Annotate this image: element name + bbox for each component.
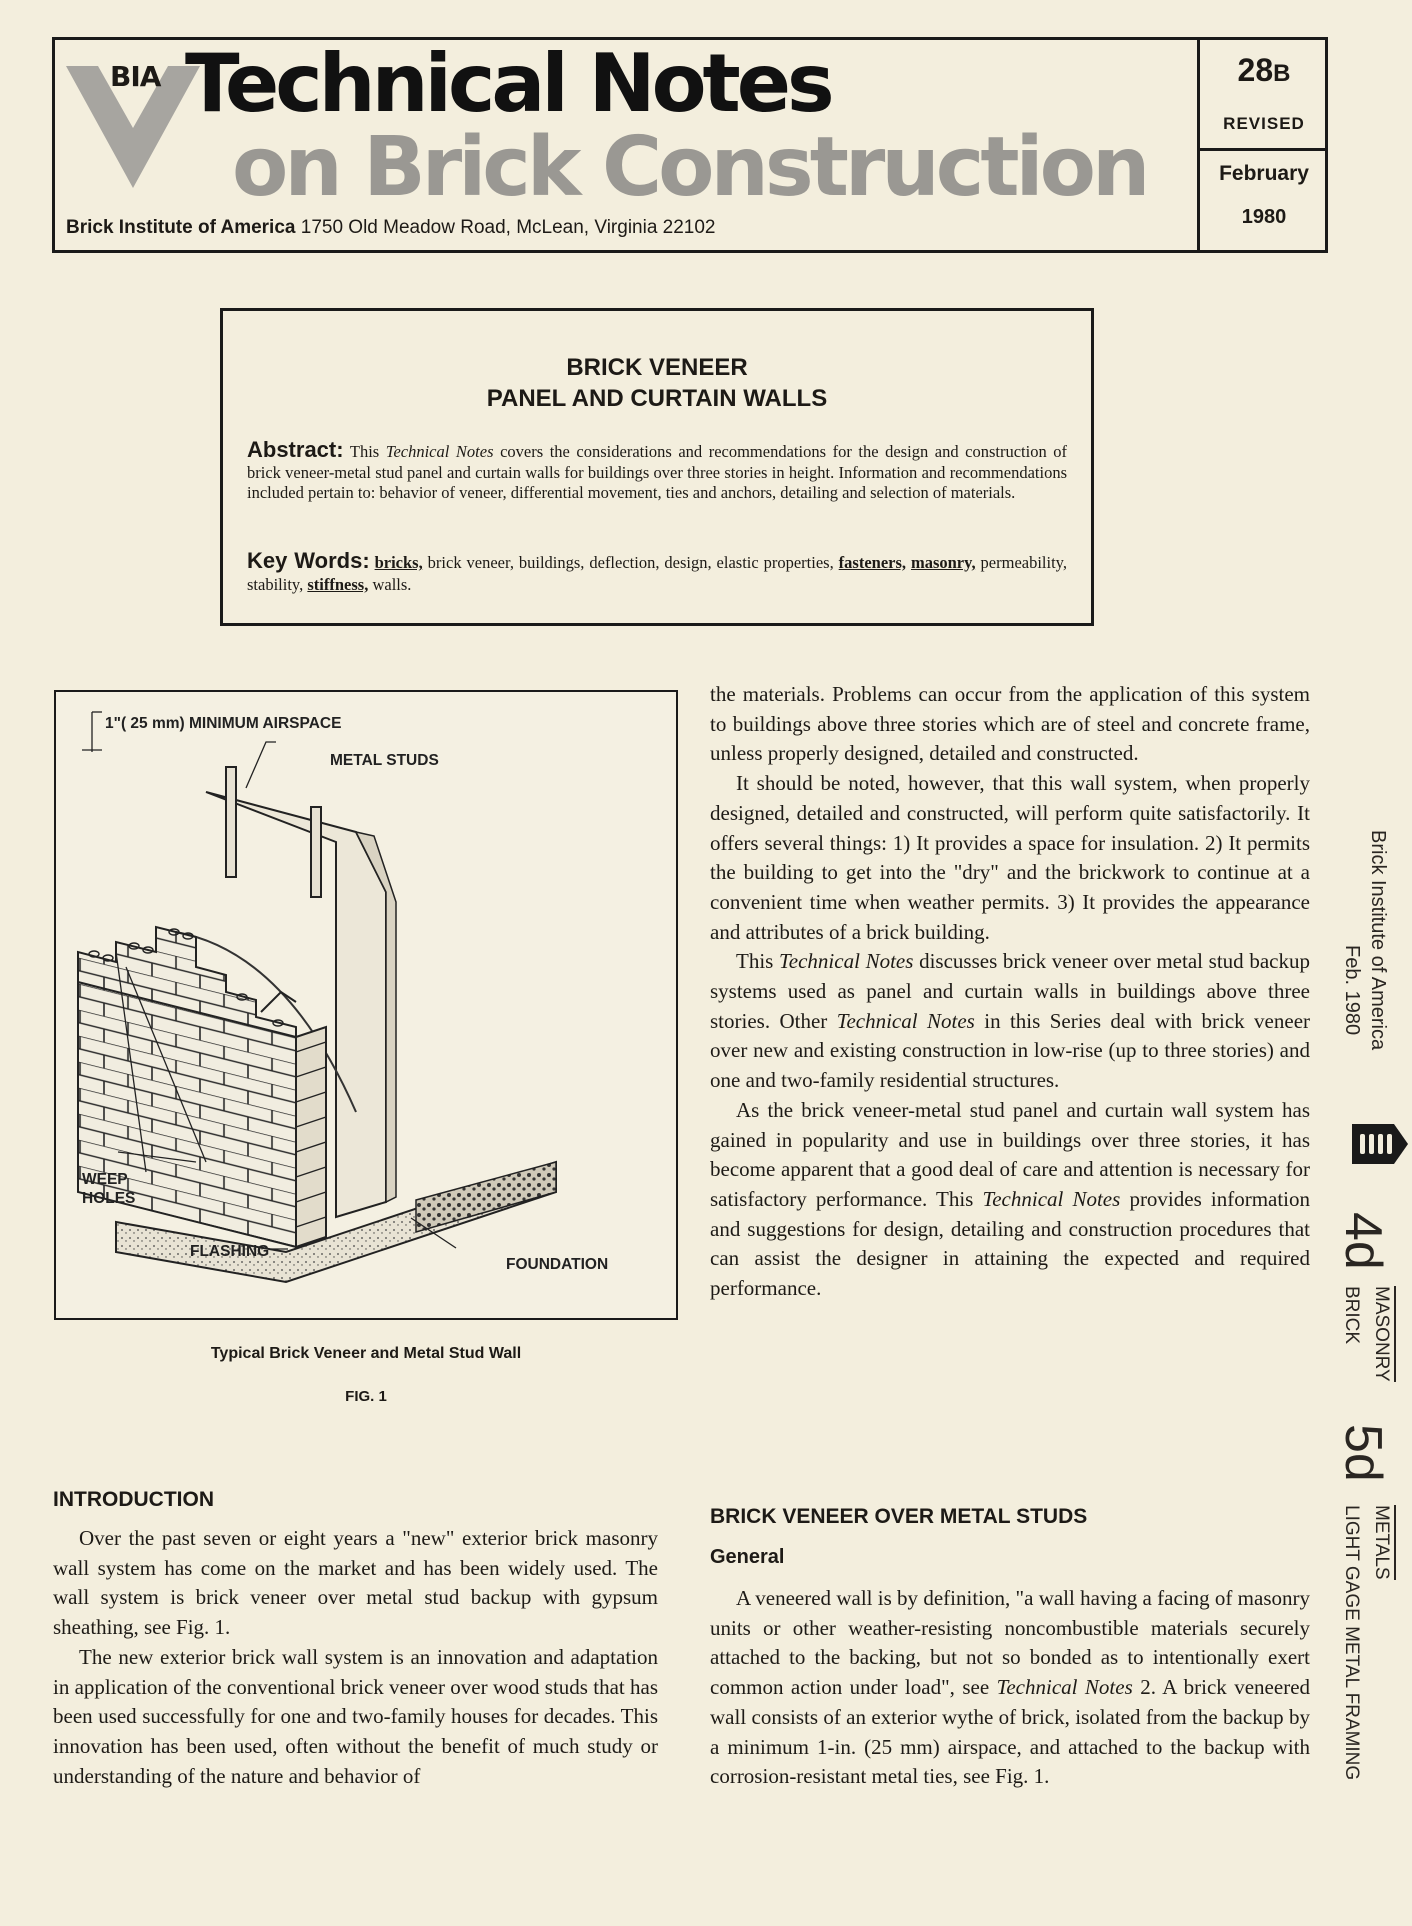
keywords-mid-1: brick veneer, buildings, deflection, design, elastic properties, — [427, 553, 834, 572]
right-paragraph-1: It should be noted, however, that this wall system, when properly designed, detailed and constructed, will perform quite satisfactorily. It offers several things: 1) It provides a space for insulation. 2) It permits the building to get into the "dry" and the brickwork to continue at a convenient time when weather permits. 3) It provides the appearance and attributes of a brick building. — [710, 771, 1310, 944]
right-paragraph-3 — [710, 1096, 1310, 1304]
revised-label: REVISED — [1223, 114, 1305, 133]
rp4-post: 2. A brick veneered wall consists of an exterior wythe of brick, isolated from the backup by a minimum 1-in. (25 mm) airspace, and attached to the backup with corrosion-resistant metal ties, see Fig. 1. — [710, 1675, 1311, 1789]
keyword-bricks: bricks, — [374, 553, 423, 572]
org-address: 1750 Old Meadow Road, McLean, Virginia 22102 — [300, 217, 716, 238]
revised-divider — [1200, 148, 1328, 151]
side-code1-bottom: BRICK — [1341, 1286, 1362, 1345]
rp3-italic: Technical Notes — [982, 1186, 1121, 1211]
figure-caption: Typical Brick Veneer and Metal Stud Wall — [210, 1345, 522, 1362]
abstract-label: Abstract: — [247, 437, 344, 462]
rp2-post: in this Series deal with brick veneer over new and existing construction in low-rise (up to three stories) and one and two-family residential structures. — [710, 1008, 1311, 1093]
org-name: Brick Institute of America — [66, 217, 296, 238]
document-title — [220, 352, 1094, 414]
rp2-italic: Technical Notes — [779, 949, 914, 974]
rp2-italic-2: Technical Notes — [836, 1008, 975, 1033]
rp3-post: provides information and suggestions for design, detailing and construction procedures that can assist the designer in attaining the expected and required performance. — [710, 1186, 1311, 1301]
rp3-pre: As the brick veneer-metal stud panel and curtain wall system has gained in popularity and use in buildings over three stories, it has become apparent that a good deal of care and attention is necessary for satisfactory performance. This — [710, 1097, 1310, 1211]
title-line-2: on Brick Construction — [232, 120, 1147, 215]
side-code-5d: 5d — [1334, 1424, 1392, 1482]
side-code1-top: MASONRY — [1370, 1286, 1396, 1382]
abstract-text — [247, 437, 1068, 504]
side-code-4d: 4d — [1334, 1212, 1392, 1270]
label-airspace: 1"( 25 mm) MINIMUM AIRSPACE — [105, 715, 342, 732]
bia-logo-text: BIA — [110, 60, 161, 93]
keywords-text — [247, 550, 1067, 596]
label-foundation: FOUNDATION — [506, 1256, 609, 1273]
side-org: Brick Institute of America — [1367, 830, 1389, 1051]
section-heading: BRICK VENEER OVER METAL STUDS — [710, 1505, 1088, 1528]
keyword-stiffness: stiffness, — [307, 575, 369, 594]
keyword-fasteners: fasteners, — [838, 553, 907, 572]
subsection-heading: General — [710, 1546, 785, 1568]
issue-number-suffix: B — [1273, 60, 1291, 87]
issue-month: February — [1219, 162, 1309, 185]
rp2-mid: discusses brick veneer over metal stud backup systems used as panel and curtain walls in buildings above three stories. Other — [710, 949, 1310, 1033]
abstract-pre: This — [349, 442, 380, 461]
label-flashing: FLASHING — [190, 1243, 270, 1260]
right-paragraph-0: the materials. Problems can occur from the application of this system to buildings above three stories which are of steel and concrete frame, unless properly designed, detailed and constructed. — [710, 682, 1310, 766]
intro-paragraph-2: The new exterior brick wall system is an innovation and adaptation in application of the conventional brick veneer over wood studs that has been used successfully for one and two-family houses for decades. This innovation has been used, often without the benefit of much study or understanding of the nature and behavior of — [53, 1644, 658, 1788]
label-weep-line-1: WEEP — [82, 1171, 128, 1188]
keywords-mid-2: permeability, stability, — [247, 553, 1067, 594]
label-weep-holes — [82, 1170, 135, 1208]
issue-number-value: 28 — [1237, 52, 1274, 88]
label-metal-studs: METAL STUDS — [330, 752, 439, 769]
abstract-body: covers the considerations and recommendations for the design and construction of brick veneer-metal stud panel and curtain walls for buildings over three stories in height. Information and recommendations included pertain to: behavior of veneer, differential movement, ties and anchors, detailing and selection of materials. — [247, 442, 1068, 502]
abstract-italic: Technical Notes — [385, 442, 494, 461]
keywords-end: walls. — [372, 575, 412, 594]
intro-text — [53, 1524, 658, 1791]
side-code2-bottom: LIGHT GAGE METAL FRAMING — [1341, 1505, 1362, 1781]
keywords-label: Key Words: — [247, 548, 370, 573]
document-title-line-1: BRICK VENEER — [566, 354, 748, 381]
intro-heading: INTRODUCTION — [53, 1488, 214, 1511]
label-weep-line-2: HOLES — [82, 1190, 136, 1207]
right-paragraph-2 — [710, 947, 1310, 1096]
brick-wall-illustration — [56, 692, 676, 1318]
figure-number: FIG. 1 — [345, 1388, 387, 1405]
title-line-1: Technical Notes — [185, 37, 831, 130]
keyword-masonry: masonry, — [910, 553, 976, 572]
intro-paragraph-1: Over the past seven or eight years a "new" exterior brick masonry wall system has come on the market and has been widely used. The wall system is brick veneer over metal stud backup with gypsum sheathing, see Fig. 1. — [53, 1526, 658, 1640]
publisher-info — [66, 217, 716, 239]
right-column-text — [710, 680, 1310, 1304]
issue-number — [1200, 52, 1328, 89]
right-paragraph-4 — [710, 1584, 1310, 1792]
rp4-italic: Technical Notes — [996, 1675, 1133, 1700]
general-text — [710, 1584, 1310, 1792]
side-marker-icon — [1352, 1124, 1408, 1164]
rp4-pre: A veneered wall is by definition, "a wall having a facing of masonry units or other weather-resisting noncombustible materials securely attached to the backing, but not so bonded as to intentionally exert common action under load", see — [710, 1586, 1310, 1700]
issue-year: 1980 — [1241, 206, 1287, 228]
side-date: Feb. 1980 — [1341, 945, 1363, 1036]
side-code2-top: METALS — [1370, 1505, 1396, 1580]
rp2-pre: This — [736, 949, 774, 974]
document-title-line-2: PANEL AND CURTAIN WALLS — [486, 385, 828, 412]
